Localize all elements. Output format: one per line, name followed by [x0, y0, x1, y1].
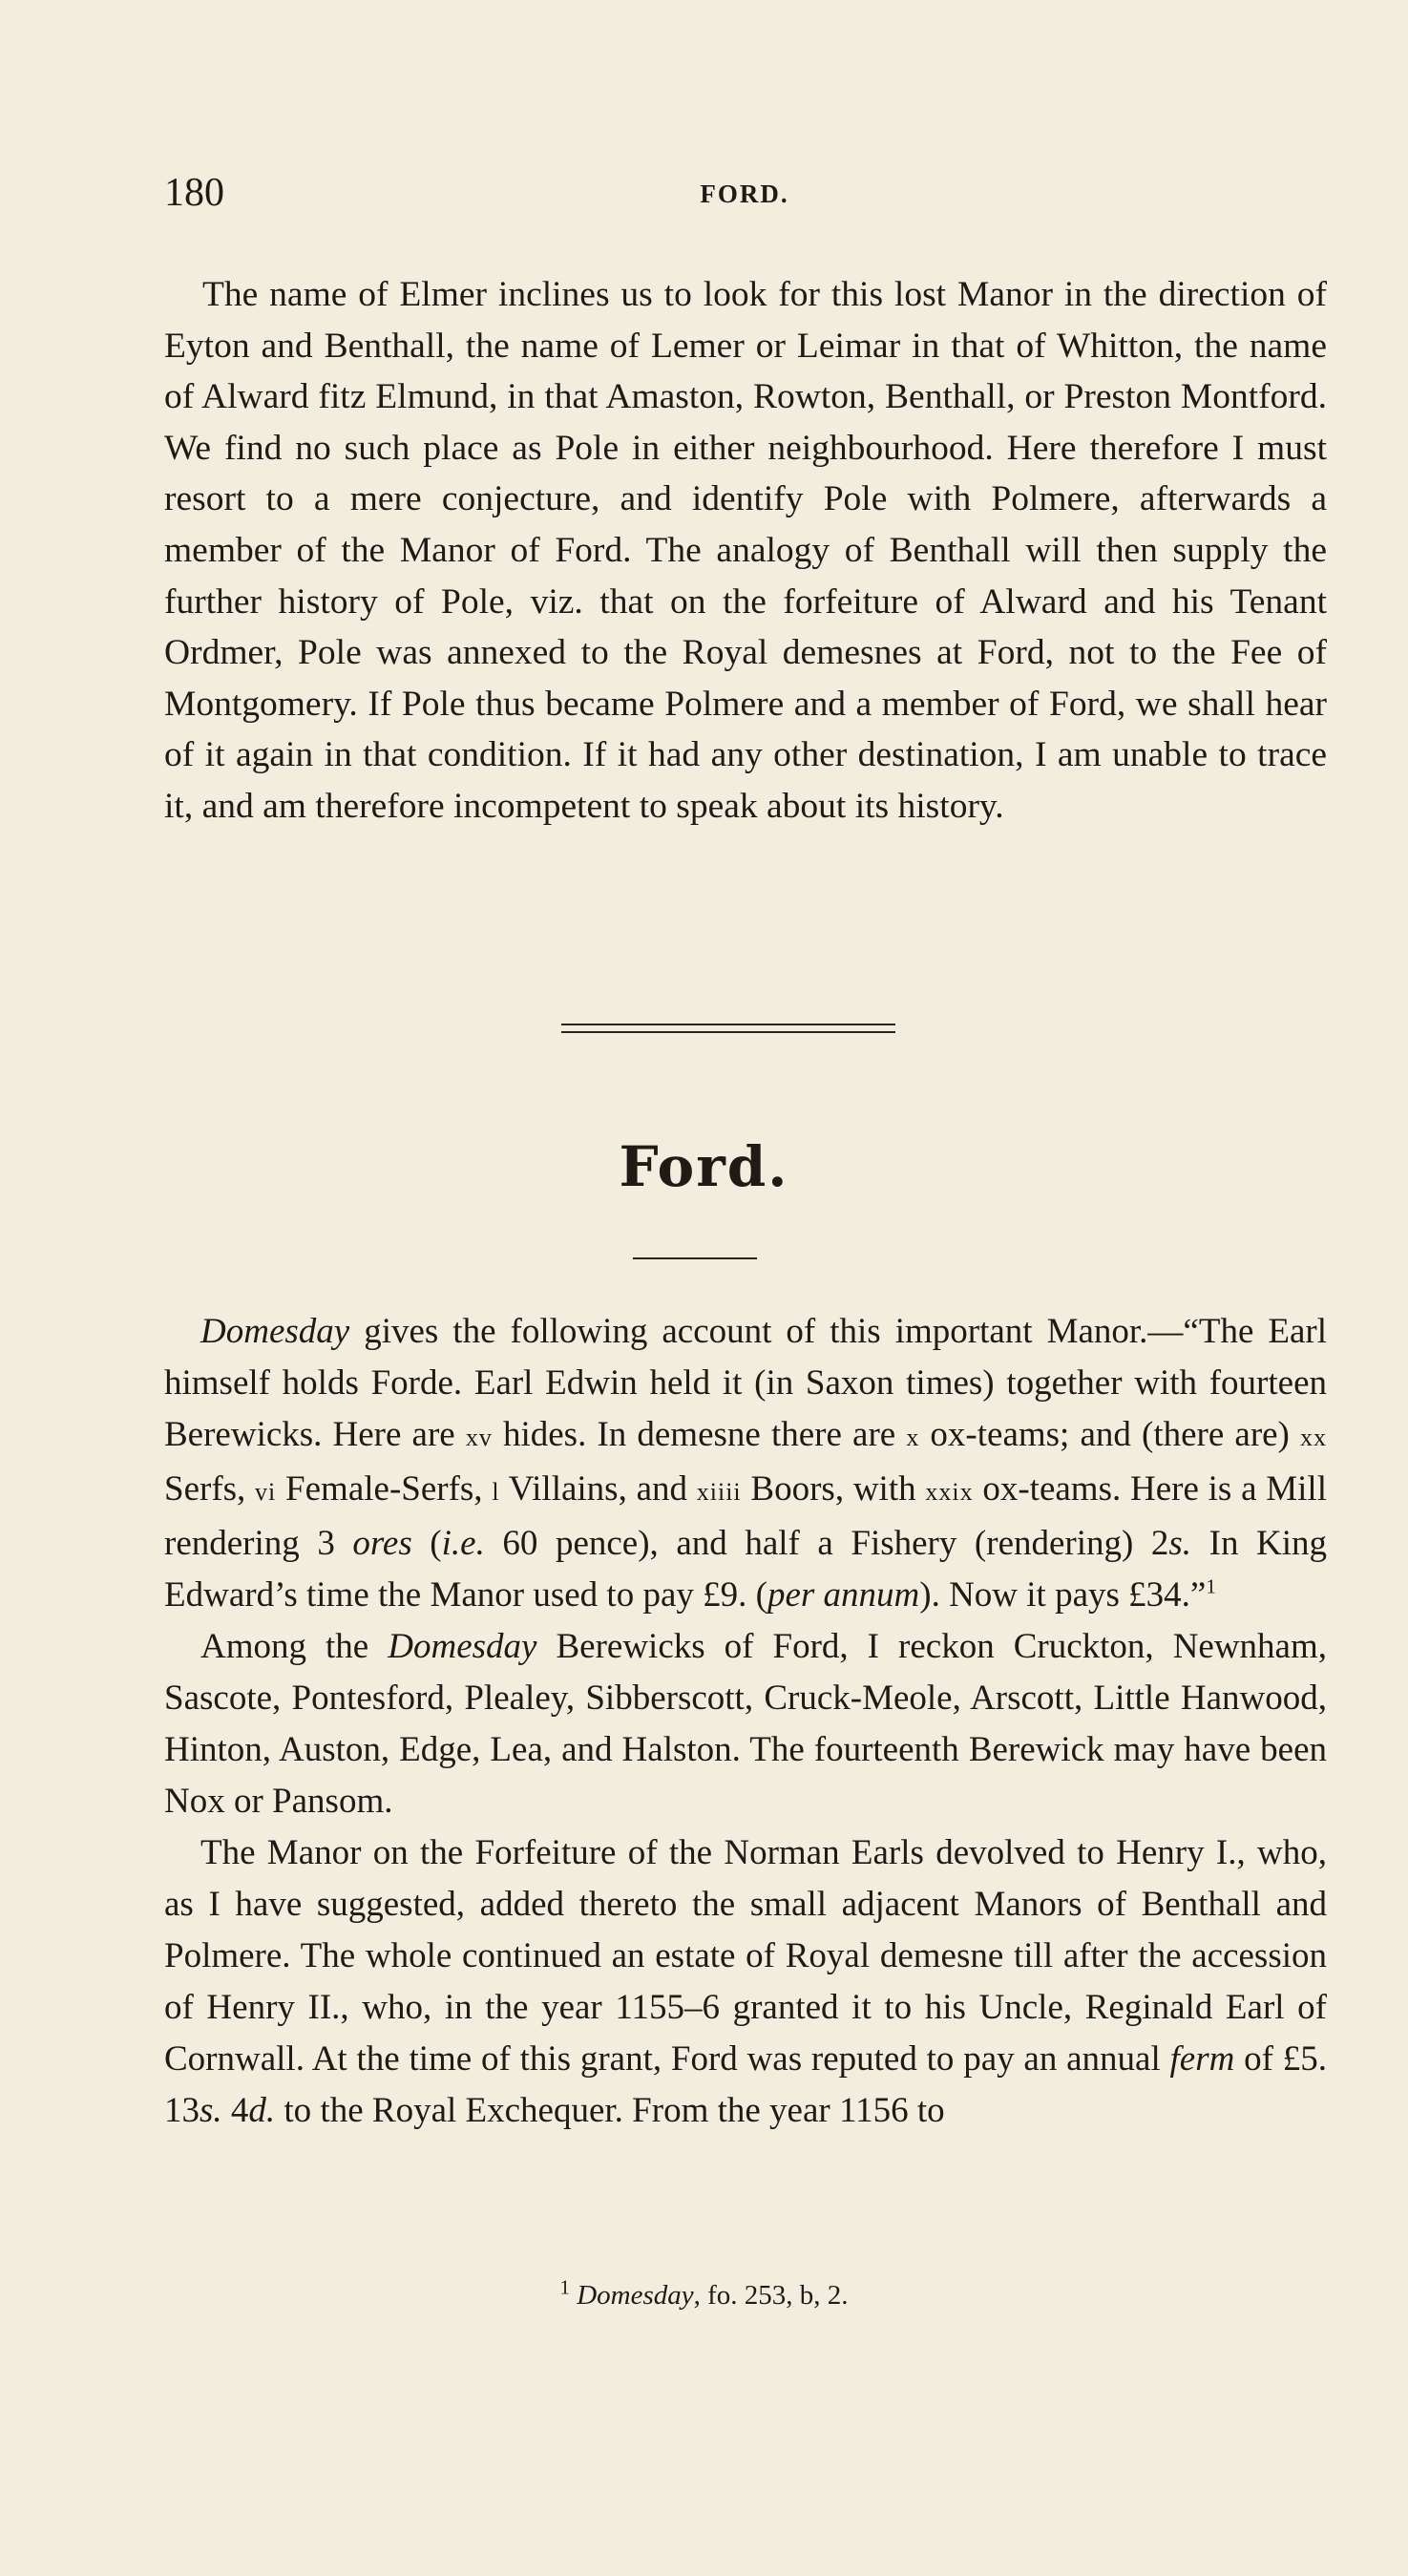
- section-divider: [561, 1024, 895, 1033]
- paragraph-berewicks: Among the Domesday Berewicks of Ford, I reckon Cruckton, Newnham, Sascote, Pontesford, Plealey, Sibberscott, Cruck-Meole, Arscott, Little Hanwood, Hinton, Auston, Edge, Lea, and Halston. The fourteenth Berewick may have been Nox or Pansom.: [164, 1627, 1328, 1821]
- footnote-work: Domesday: [577, 2280, 694, 2311]
- text-block-1: [164, 269, 1327, 833]
- page-header: [164, 170, 1325, 227]
- footnote-ref: 1: [1206, 1574, 1216, 1598]
- footnote-ref-text: , fo. 253, b, 2.: [693, 2280, 849, 2311]
- title-underline: [633, 1257, 757, 1259]
- text-block-2: [164, 1306, 1327, 2137]
- paragraph-manor-history: The Manor on the Forfeiture of the Norman Earls devolved to Henry I., who, as I have suggested, added thereto the small adjacent Manors of Benthall and Polmere. The whole continued an estate of Royal demesne till after the accession of Henry II., who, in the year 1155–6 granted it to his Uncle, Reginald Earl of Cornwall. At the time of this grant, Ford was reputed to pay an annual ferm of £5. 13s. 4d. to the Royal Exchequer. From the year 1156 to: [164, 1833, 1327, 2130]
- paragraph-elmer: The name of Elmer inclines us to look for this lost Manor in the direction of Eyton and Benthall, the name of Lemer or Leimar in that of Whitton, the name of Alward fitz Elmund, in that Amaston, Rowton, Benthall, or Preston Montford. We find no such place as Pole in either neighbourhood. Here therefore I must resort to a mere conjecture, and identify Pole with Polmere, afterwards a member of the Manor of Ford. The analogy of Benthall will then supply the further history of Pole, viz. that on the forfeiture of Alward and his Tenant Ordmer, Pole was annexed to the Royal demesnes at Ford, not to the Fee of Montgomery. If Pole thus became Polmere and a member of Ford, we shall hear of it again in that condition. If it had any other destination, I am unable to trace it, and am therefore incompetent to speak about its history.: [164, 275, 1327, 826]
- footnote: [0, 2275, 1408, 2312]
- paragraph-domesday: Domesday gives the following account of this important Manor.—“The Earl himself holds Forde. Earl Edwin held it (in Saxon times) together with fourteen Berewicks. Here are xv hides. In demesne there are x ox-teams; and (there are) xx Serfs, vi Female-Serfs, l Villains, and xiiii Boors, with xxix ox-teams. Here is a Mill rendering 3 ores (i.e. 60 pence), and half a Fishery (rendering) 2s. In King Edward’s time the Manor used to pay £9. (per annum). Now it pays £34.”$^1$: [164, 1312, 1328, 1615]
- section-title: Ford.: [619, 1134, 789, 1199]
- running-head: FORD.: [700, 179, 789, 208]
- footnote-mark: 1: [559, 2275, 570, 2299]
- page-number: 180: [164, 171, 224, 215]
